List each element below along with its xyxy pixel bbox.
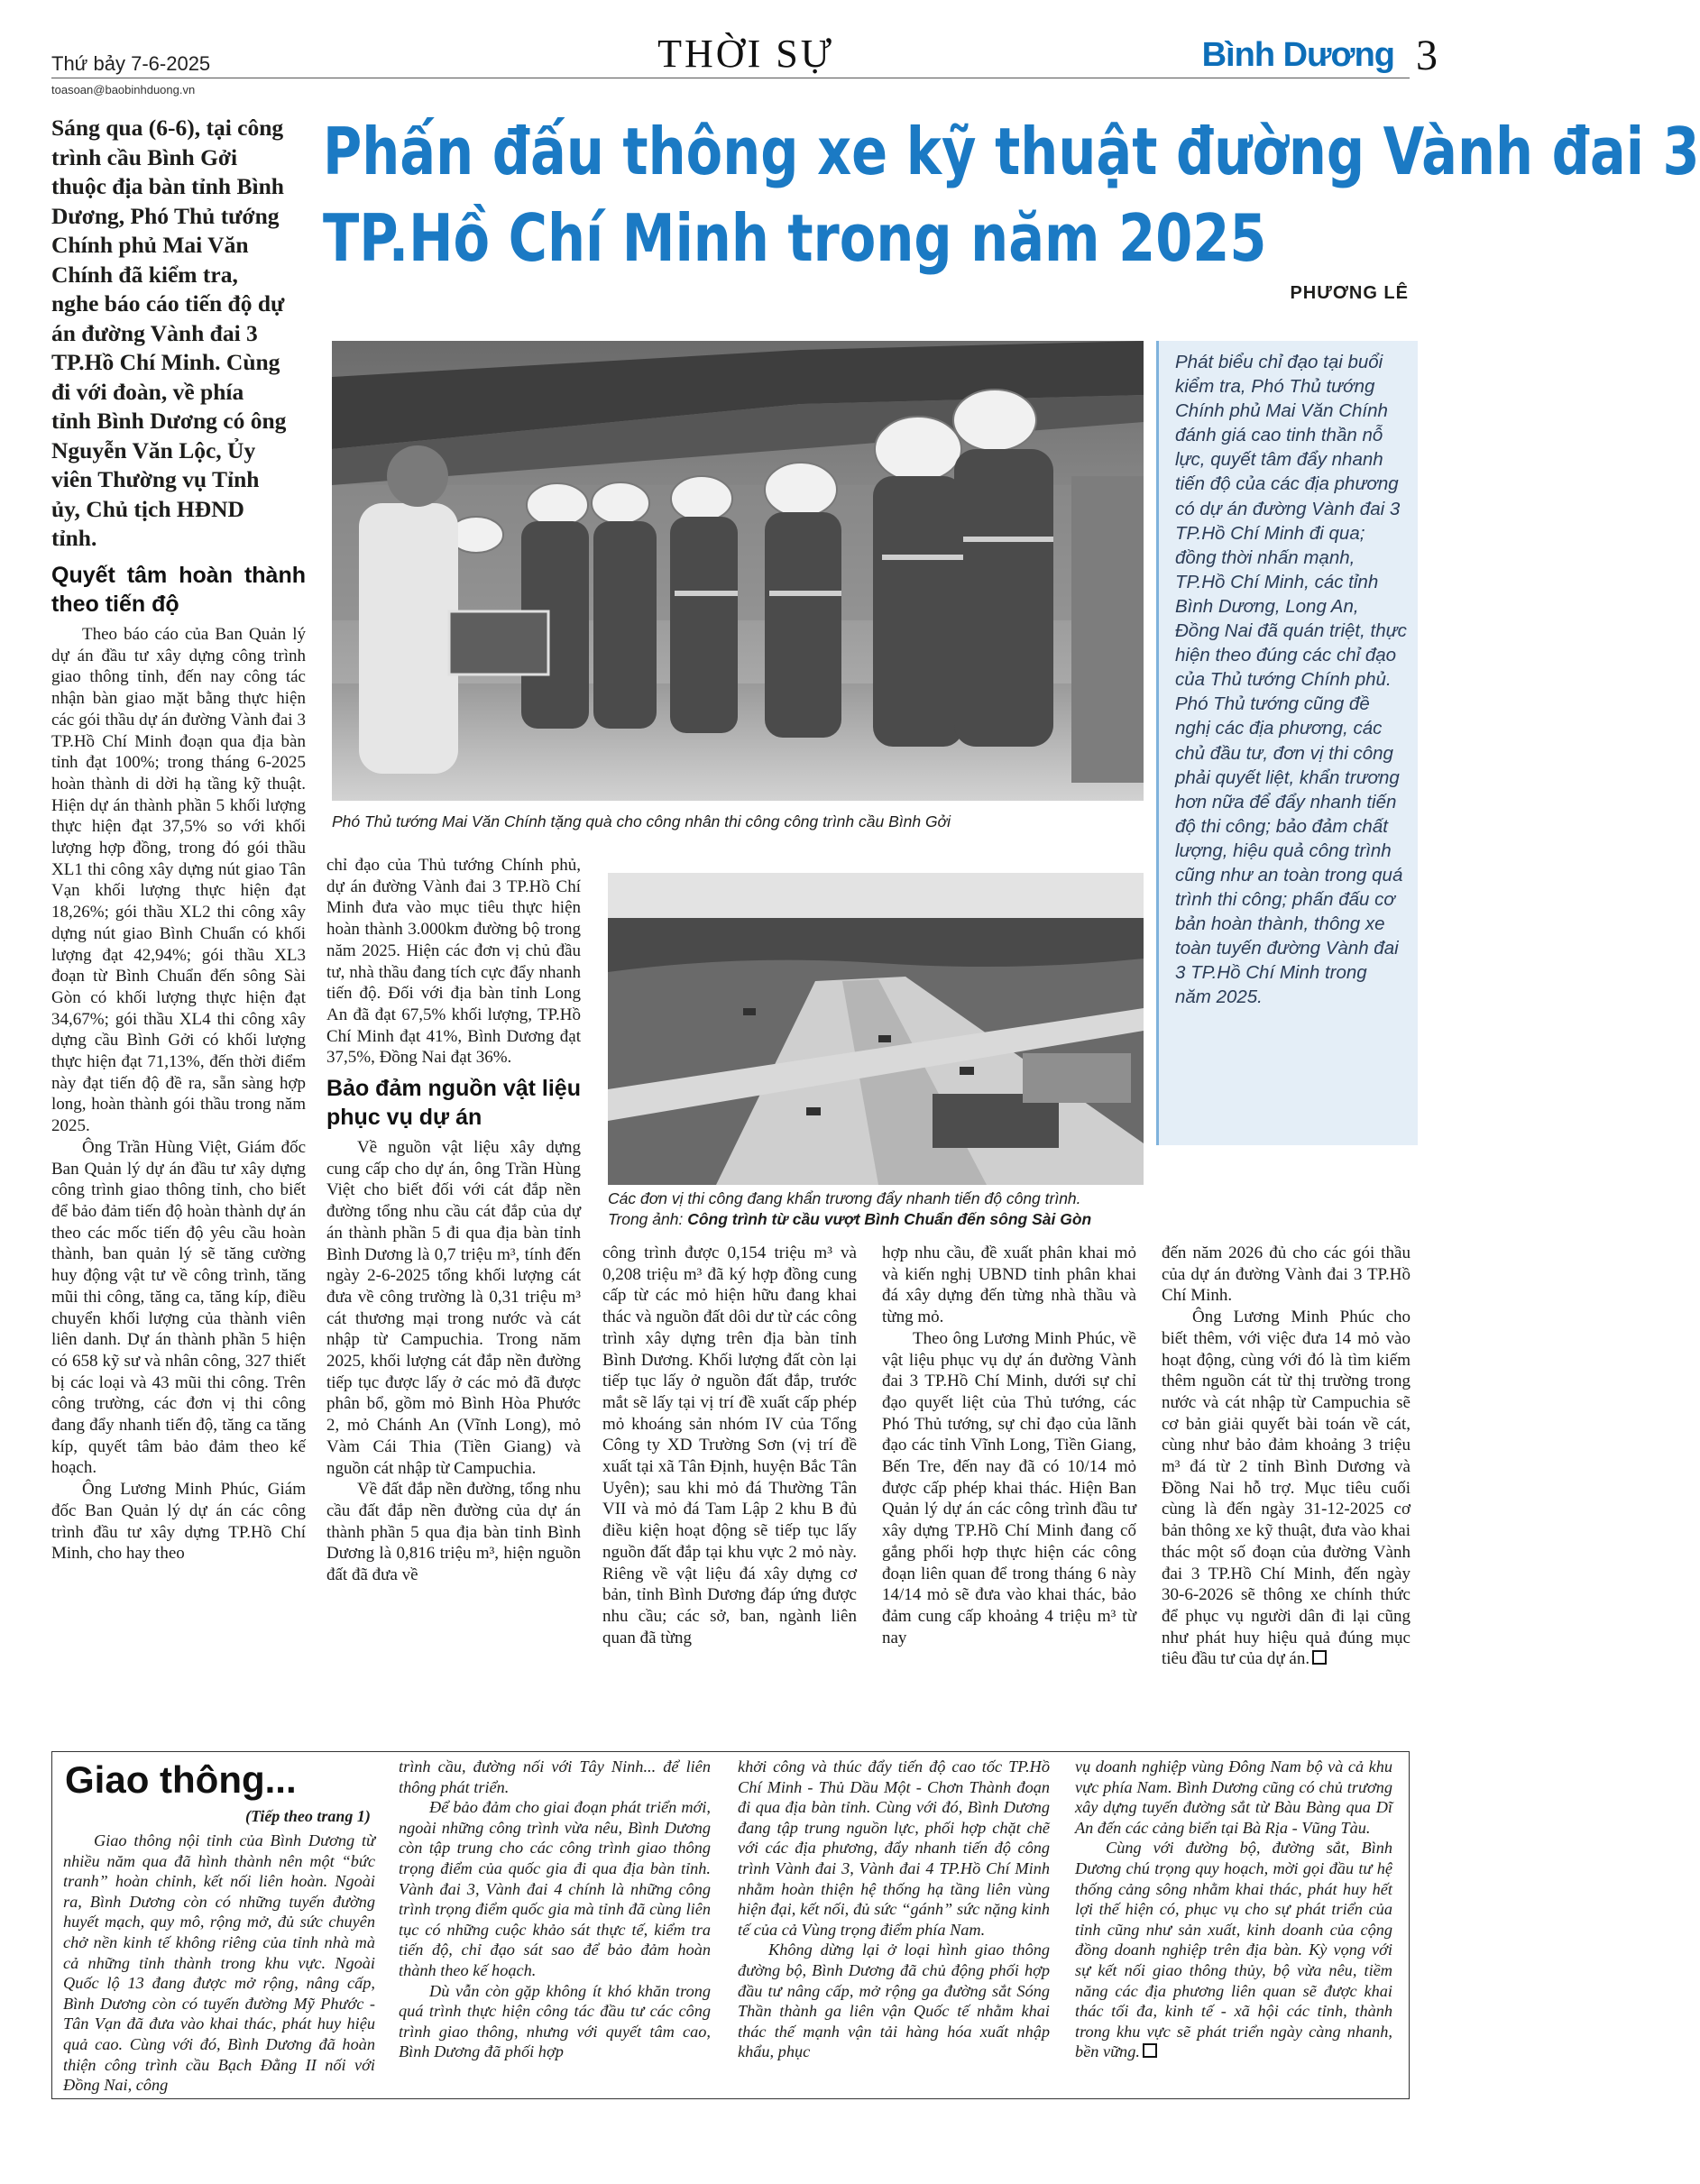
subhead-deadline: Quyết tâm hoàn thành theo tiến độ	[51, 563, 306, 617]
caption-prefix: Trong ảnh:	[608, 1210, 684, 1228]
photo-construction-site	[608, 873, 1144, 1185]
paragraph: Ông Lương Minh Phúc, Giám đốc Ban Quản lý dự án các công trình đầu tư xây dựng TP.Hồ Chí Minh, cho hay theo	[51, 1480, 306, 1564]
paragraph: đến năm 2026 đủ cho các gói thầu của dự án đường Vành đai 3 TP.Hồ Chí Minh.	[1162, 1243, 1411, 1306]
photo-illustration	[608, 873, 1144, 1185]
paragraph: vụ doanh nghiệp vùng Đông Nam bộ và cả khu vực phía Nam. Bình Dương cũng có chủ trương xây dựng tuyến đường sắt từ Bàu Bàng qua Dĩ An đến các cảng biển tại Bà Rịa - Vũng Tàu.	[1075, 1757, 1392, 1837]
newsroom-email[interactable]: toasoan@baobinhduong.vn	[51, 83, 196, 96]
article-headline	[323, 108, 1700, 281]
issue-date: Thứ bảy 7-6-2025	[51, 52, 211, 75]
paragraph: Về nguồn vật liệu xây dựng cung cấp cho dự án, ông Trần Hùng Việt cho biết đối với cát đắp nền đường tổng nhu cầu cát đắp của dự án thành phần 5 đi qua địa bàn tỉnh Bình Dương là 0,7 triệu m³, tính đến ngày 2-6-2025 tổng khối lượng cát đưa về công trường là 0,31 triệu m³ cát thương mại trong nước và cát nhập từ Campuchia. Trong năm 2025, khối lượng cát đắp nền đường tiếp tục được lấy ở các mỏ đã được phân bổ, gồm mỏ Bình Hòa Phước 2, mỏ Chánh An (Vĩnh Long), mỏ Vàm Cái Thia (Tiền Giang) và nguồn cát nhập từ Campuchia.	[326, 1138, 581, 1478]
headline-line-2: TP.Hồ Chí Minh trong năm 2025	[323, 200, 1267, 276]
article-column-2	[326, 855, 581, 1586]
article-column-4	[882, 1243, 1136, 1648]
photo-2-caption	[608, 1188, 1144, 1230]
sidebar-quote: Phát biểu chỉ đạo tại buổi kiểm tra, Phó Thủ tướng Chính phủ Mai Văn Chính đánh giá cao tinh thần nỗ lực, quyết tâm đẩy nhanh tiến độ của các địa phương có dự án đường Vành đai 3 TP.Hồ Chí Minh đi qua; đồng thời nhấn mạnh, TP.Hồ Chí Minh, các tỉnh Bình Dương, Long An, Đồng Nai đã quán triệt, thực hiện theo đúng các chỉ đạo của Thủ tướng Chính phủ. Phó Thủ tướng cũng đề nghị các địa phương, các chủ đầu tư, đơn vị thi công phải quyết liệt, khẩn trương hơn nữa để đẩy nhanh tiến độ thi công; bảo đảm chất lượng, hiệu quả công trình cũng như an toàn trong quá trình thi công; phấn đấu cơ bản hoàn thành, thông xe toàn tuyến đường Vành đai 3 TP.Hồ Chí Minh trong năm 2025.	[1175, 352, 1407, 1008]
paragraph: Dù vẫn còn gặp không ít khó khăn trong quá trình thực hiện công tác đầu tư các công trình giao thông, nhưng với quyết tâm cao, Bình Dương đã phối hợp	[399, 1981, 711, 2061]
photo-2-caption-detail	[608, 1209, 1144, 1230]
photo-deputy-pm-gifts	[332, 341, 1144, 801]
paragraph-text: Cùng với đường bộ, đường sắt, Bình Dương chú trọng quy hoạch, mời gọi đầu tư hệ thống cảng sông nhằm khai thác, phát huy hết lợi thế hiện có, phục vụ cho sự phát triển của tỉnh cũng như sản xuất, kinh doanh của cộng đồng doanh nghiệp trên địa bàn. Kỳ vọng với sự kết nối giao thông thủy, bộ vừa nêu, tiềm năng các địa phương liên quan sẽ được khai thác tối đa, kinh tế - xã hội các tỉnh, thành trong khu vực sẽ phát triển ngày càng nhanh, bền vững.	[1075, 1839, 1392, 2061]
paragraph: Theo ông Lương Minh Phúc, về vật liệu phục vụ dự án đường Vành đai 3 TP.Hồ Chí Minh, dưới sự chỉ đạo quyết liệt của Thủ tướng, các Phó Thủ tướng, sự chỉ đạo của lãnh đạo các tỉnh Vĩnh Long, Tiền Giang, Bến Tre, đến nay đã có 10/14 mỏ được cấp phép khai thác. Hiện Ban Quản lý dự án các công trình đầu tư xây dựng TP.Hồ Chí Minh đang cố gắng phối hợp thực hiện các công đoạn liên quan để trong tháng 6 này 14/14 mỏ sẽ đưa vào khai thác, bảo đảm cung cấp khoảng 4 triệu m³ từ nay	[882, 1328, 1136, 1647]
paragraph: Về đất đắp nền đường, tổng nhu cầu đất đắp nền đường của dự án thành phần 5 qua địa bàn tỉnh Bình Dương là 0,816 triệu m³, hiện nguồn đất đã đưa về	[326, 1480, 581, 1585]
paragraph	[1162, 1307, 1411, 1670]
byline: PHƯƠNG LÊ	[1290, 283, 1409, 303]
caption-subject: Công trình từ cầu vượt Bình Chuẩn đến sông Sài Gòn	[687, 1210, 1092, 1228]
paragraph	[1075, 1838, 1392, 2062]
paragraph-text: Ông Lương Minh Phúc cho biết thêm, với việc đưa 14 mỏ vào hoạt động, cùng với đó là tìm kiếm thêm nguồn cát từ thị trường trong nước và cát nhập từ Campuchia sẽ cơ bản giải quyết bài toán về cát, cùng như bảo đảm khoảng 3 triệu m³ đá từ 2 tỉnh Bình Dương và Đồng Nai hỗ trợ. Mục tiêu cuối cùng là đến ngày 31-12-2025 cơ bản thông xe kỹ thuật, đưa vào khai thác một số đoạn của đường Vành đai 3 TP.Hồ Chí Minh, đến ngày 30-6-2026 sẽ thông xe chính thức để phục vụ người dân đi lại cũng như phát huy hiệu quả đúng mục tiêu đầu tư của dự án.	[1162, 1308, 1411, 1669]
newspaper-brand: Bình Dương	[1201, 36, 1394, 74]
article-column-1	[51, 561, 306, 1565]
continued-from-note[interactable]: (Tiếp theo trang 1)	[245, 1807, 371, 1825]
photo-illustration	[332, 341, 1144, 801]
paragraph: Không dừng lại ở loại hình giao thông đường bộ, Bình Dương đã chủ động phối hợp đầu tư nâng cấp, mở rộng ga đường sắt Sóng Thần thành ga liên vận Quốc tế nhằm khai thác thế mạnh vận tải hàng hóa xuất nhập khẩu, phục	[738, 1941, 1050, 2061]
article-column-3	[602, 1243, 857, 1648]
paragraph: Để bảo đảm cho giai đoạn phát triển mới, ngoài những công trình vừa nêu, Bình Dương còn tập trung cho các công trình giao thông trọng điểm của quốc gia đi qua địa bàn tỉnh. Vành đai 3, Vành đai 4 chính là những công trình trọng điểm quốc gia mà tỉnh đã cùng liên tục có những cuộc khảo sát thực tế, kiểm tra tiến độ, chỉ đạo sát sao để bảo đảm hoàn thành theo kế hoạch.	[399, 1798, 711, 1979]
article-column-5	[1162, 1243, 1411, 1670]
paragraph: Theo báo cáo của Ban Quản lý dự án đầu tư xây dựng công trình giao thông tỉnh, đến nay công tác nhận bàn giao mặt bằng thực hiện các gói thầu dự án đường Vành đai 3 TP.Hồ Chí Minh đoạn qua địa bàn tỉnh đạt 100%; trong tháng 6-2025 hoàn thành di dời hạ tầng kỹ thuật. Hiện dự án thành phần 5 khối lượng thực hiện đạt 37,5% so với khối lượng hợp đồng, trong đó gói thầu XL1 thi công xây dựng nút giao Tân Vạn khối lượng thực hiện đạt 18,26%; gói thầu XL2 thi công xây dựng nút giao Bình Chuẩn có khối lượng đạt 42,94%; gói thầu XL3 đoạn từ Bình Chuẩn đến sông Sài Gòn có khối lượng thực hiện đạt 34,67%; gói thầu XL4 thi công xây dựng cầu Bình Gởi có khối lượng thực hiện đạt 71,13%, đến thời điểm này đạt tiến độ đề ra, sẵn sàng hợp long, hoàn thành gói thầu trong năm 2025.	[51, 625, 306, 1136]
headline-line-1: Phấn đấu thông xe kỹ thuật đường Vành đai 3	[323, 114, 1700, 189]
paragraph: trình cầu, đường nối với Tây Ninh... để liên thông phát triển.	[399, 1757, 711, 1796]
paragraph: Giao thông nội tỉnh của Bình Dương từ nhiều năm qua đã hình thành nên một “bức tranh” hoàn chỉnh, kết nối liên hoàn. Ngoài ra, Bình Dương còn có những tuyến đường huyết mạch, quy mô, rộng mở, đủ sức chuyên chở nền kinh tế không riêng của tỉnh nhà mà cả những tỉnh thành trong khu vực. Ngoài Quốc lộ 13 đang được mở rộng, nâng cấp, Bình Dương còn có tuyến đường Mỹ Phước - Tân Vạn đã đưa vào khai thác, phát huy hiệu quả cao. Cùng với đó, Bình Dương đã hoàn thiện công trình cầu Bạch Đằng II nối với Đồng Nai, công	[63, 1831, 375, 2095]
continued-column-2	[399, 1757, 711, 2062]
continued-column-1	[63, 1831, 375, 2096]
subhead-materials: Bảo đảm nguồn vật liệu phục vụ dự án	[326, 1076, 581, 1131]
paragraph: hợp nhu cầu, đề xuất phân khai mỏ và kiến nghị UBND tỉnh phân khai đá xây dựng đến từng nhà thầu và từng mỏ.	[882, 1243, 1136, 1327]
page-number: 3	[1416, 32, 1438, 79]
section-title: THỜI SỰ	[657, 32, 834, 76]
sidebar-quote-box	[1156, 341, 1418, 1145]
continued-title: Giao thông...	[65, 1758, 297, 1801]
photo-2-caption-line: Các đơn vị thi công đang khẩn trương đẩy nhanh tiến độ công trình.	[608, 1189, 1081, 1207]
paragraph: Ông Trần Hùng Việt, Giám đốc Ban Quản lý dự án đầu tư xây dựng công trình giao thông tỉnh, cho biết để bảo đảm tiến độ hoàn thành dự án theo các mốc tiến độ yêu cầu hoàn thành, ban quản lý sẽ tăng cường huy động vật tư về công trình, tăng mũi thi công, tăng ca, tăng kíp, điều chuyển khối lượng của thành viên liên danh. Dự án thành phần 5 hiện có 658 kỹ sư và nhân công, 327 thiết bị các loại và 43 mũi thi công. Trên công trường, các đơn vị thi công đang đẩy nhanh tiến độ, tăng ca tăng kíp, quyết tâm bảo đảm theo kế hoạch.	[51, 1137, 306, 1478]
continued-column-3	[738, 1757, 1050, 2062]
end-mark-icon	[1312, 1650, 1327, 1665]
article-lead: Sáng qua (6-6), tại công trình cầu Bình Gởi thuộc địa bàn tỉnh Bình Dương, Phó Thủ tướng Chính phủ Mai Văn Chính đã kiểm tra, nghe báo cáo tiến độ dự án đường Vành đai 3 TP.Hồ Chí Minh. Cùng đi với đoàn, về phía tỉnh Bình Dương có ông Nguyễn Văn Lộc, Ủy viên Thường vụ Tỉnh ủy, Chủ tịch HĐND tỉnh.	[51, 115, 287, 551]
paragraph: chỉ đạo của Thủ tướng Chính phủ, dự án đường Vành đai 3 TP.Hồ Chí Minh đưa vào mục tiêu thực hiện hoàn thành 3.000km đường bộ trong năm 2025. Hiện các đơn vị chủ đầu tư, nhà thầu đang tích cực đẩy nhanh tiến độ. Đối với địa bàn tỉnh Long An đã đạt 67,5% khối lượng, TP.Hồ Chí Minh đạt 41%, Bình Dương đạt 37,5%, Đồng Nai đạt 36%.	[326, 856, 581, 1068]
photo-1-caption: Phó Thủ tướng Mai Văn Chính tặng quà cho công nhân thi công công trình cầu Bình Gởi	[332, 812, 951, 830]
end-mark-icon	[1143, 2043, 1157, 2058]
paragraph: khởi công và thúc đẩy tiến độ cao tốc TP.Hồ Chí Minh - Thủ Dầu Một - Chơn Thành đoạn đi qua địa bàn tỉnh. Cùng với đó, Bình Dương đang tập trung nguồn lực, phối hợp chặt chẽ với các địa phương, đẩy nhanh tiến độ công trình Vành đai 3, Vành đai 4 TP.Hồ Chí Minh nhằm hoàn thiện hệ thống hạ tầng liên vùng hiện đại, kết nối, đủ sức “gánh” sức nặng kinh tế của cả Vùng trọng điểm phía Nam.	[738, 1757, 1050, 1939]
paragraph: công trình được 0,154 triệu m³ và 0,208 triệu m³ đã ký hợp đồng cung cấp từ các mỏ hiện hữu đang khai thác và nguồn đất dôi dư từ các công trình xây dựng trên địa bàn tỉnh Bình Dương. Khối lượng đất còn lại tiếp tục lấy ở nguồn đất đắp, trước mắt sẽ lấy tại vị trí đề xuất cấp phép mỏ khoáng sản nhóm IV của Tổng Công ty XD Trường Sơn (vị trí đề xuất tại xã Tân Định, huyện Bắc Tân Uyên); sau khi mỏ đá Thường Tân VII và mỏ đá Tam Lập 2 khu B đủ điều kiện hoạt động sẽ tiếp tục lấy nguồn đất đắp tại khu vực 2 mỏ này. Riêng về vật liệu đá xây dựng cơ bản, tỉnh Bình Dương đáp ứng được nhu cầu; các sở, ban, ngành liên quan đã từng	[602, 1243, 857, 1647]
continued-column-4	[1075, 1757, 1392, 2062]
